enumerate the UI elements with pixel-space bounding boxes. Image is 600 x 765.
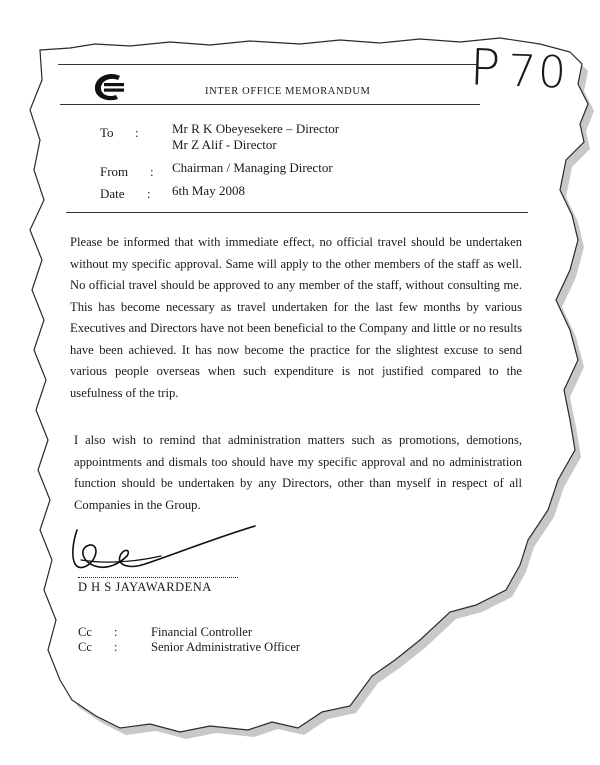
from-value: Chairman / Managing Director	[172, 160, 333, 175]
header-section-rule	[66, 212, 528, 213]
to-colon: :	[135, 125, 139, 140]
signature-line	[78, 577, 238, 578]
cc-label: Cc	[78, 640, 92, 654]
reference-mark	[469, 38, 569, 99]
date-value: 6th May 2008	[172, 183, 245, 198]
signatory-name: D H S JAYAWARDENA	[78, 580, 212, 594]
reference-number: 70	[507, 45, 569, 99]
memo-title: INTER OFFICE MEMORANDUM	[205, 86, 371, 97]
from-label: From	[100, 164, 129, 179]
from-colon: :	[150, 164, 154, 179]
cc-colon: :	[114, 640, 118, 654]
cc-value: Financial Controller	[151, 625, 253, 639]
reference-letter: P	[469, 38, 504, 98]
header-top-rule	[58, 64, 478, 65]
cc-value: Senior Administrative Officer	[151, 640, 301, 654]
cc-colon: :	[114, 625, 118, 639]
company-logo-icon	[92, 72, 126, 102]
body-paragraph-1: Please be informed that with immediate effect, no official travel should be undertaken without my specific approval. Same will apply to the other members of the staff as well. No official travel should be approved to any member of the staff, without consulting me. This has become necessary as travel undertaken for the last few months by various Executives and Directors have not been beneficial to the Company and little or no results have been achieved. It has now become the practice for the slightest excuse to send various people overseas when such expenditure is not justified compared to the usefulness of the trip.	[70, 235, 522, 400]
date-label: Date	[100, 186, 125, 201]
handwritten-signature	[65, 520, 265, 582]
to-recipient-1: Mr R K Obeyesekere – Director	[172, 121, 340, 136]
to-recipient-2: Mr Z Alif - Director	[172, 137, 277, 152]
header-bottom-rule	[60, 104, 480, 105]
body-paragraph-2: I also wish to remind that administration matters such as promotions, demotions, appointments and dismals too should have my specific approval and no administration function should be undertaken by any Directors, other than myself in respect of all Companies in the Group.	[74, 433, 522, 512]
cc-label: Cc	[78, 625, 92, 639]
date-colon: :	[147, 186, 151, 201]
to-label: To	[100, 125, 114, 140]
